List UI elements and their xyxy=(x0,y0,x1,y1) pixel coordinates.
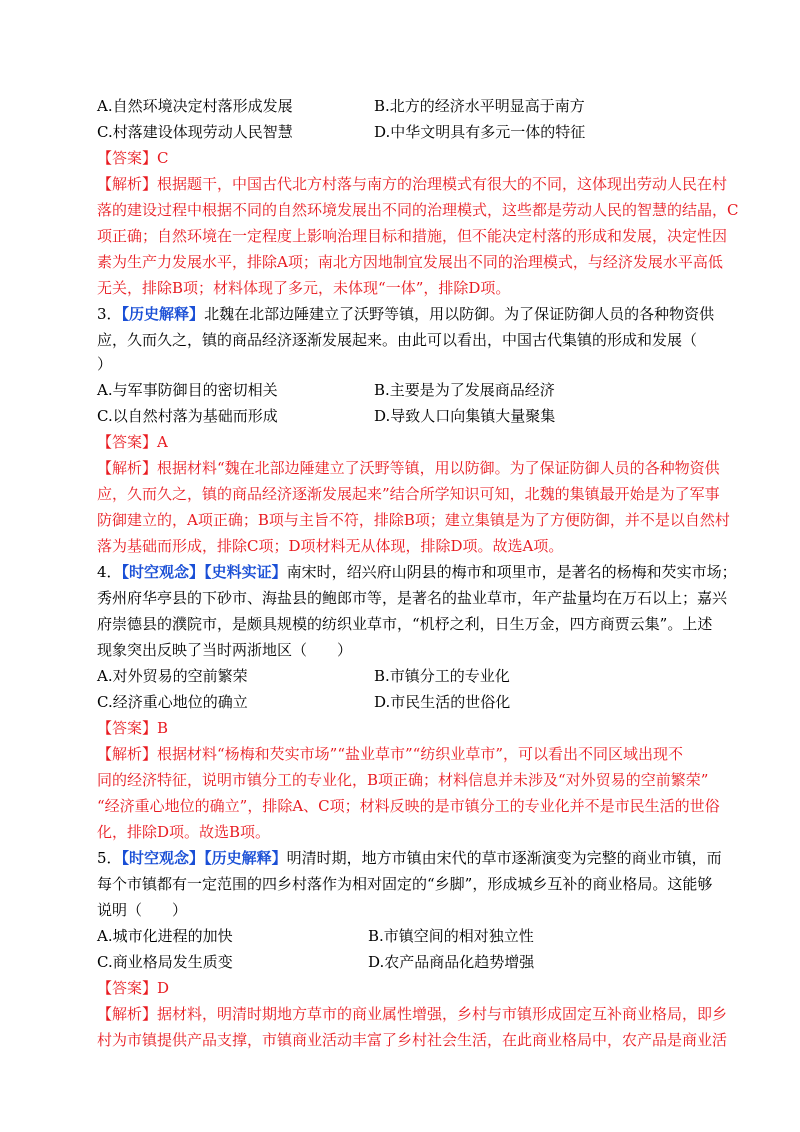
q2-option-c: C.村落建设体现劳动人民智慧 xyxy=(97,123,293,141)
q4-analysis-line: 同的经济特征，说明市镇分工的专业化，B项正确；材料信息并未涉及“对外贸易的空前繁荣” xyxy=(97,771,709,789)
q5-stem-text: 明清时期，地方市镇由宋代的草市逐渐演变为完整的商业市镇，而 xyxy=(286,849,722,867)
q5-stem-line: 说明（ ） xyxy=(97,901,188,919)
q4-option-d: D.市民生活的世俗化 xyxy=(374,693,511,711)
q4-option-b: B.市镇分工的专业化 xyxy=(374,667,510,685)
q4-analysis-line: 化，排除D项。故选B项。 xyxy=(97,823,271,841)
q3-stem-line xyxy=(97,304,714,324)
q4-option-c: C.经济重心地位的确立 xyxy=(97,693,248,711)
q3-option-b: B.主要是为了发展商品经济 xyxy=(374,381,555,399)
q3-stem-line: ） xyxy=(97,355,113,373)
q4-stem-line: 现象突出反映了当时两浙地区（ ） xyxy=(97,641,353,659)
q4-analysis-line: 【解析】根据材料“杨梅和芡实市场”“盐业草市”“纺织业草市”，可以看出不同区域出现不 xyxy=(97,745,684,763)
q2-analysis-line: 【解析】根据题干，中国古代北方村落与南方的治理模式有很大的不同，这体现出劳动人民在村 xyxy=(97,175,728,193)
q5-tag: 【历史解释】 xyxy=(204,849,287,867)
q3-analysis-line: 【解析】根据材料“魏在北部边陲建立了沃野等镇，用以防御。为了保证防御人员的各种物资供 xyxy=(97,459,720,477)
q2-analysis-line: 项正确；自然环境在一定程度上影响治理目标和措施，但不能决定村落的形成和发展，决定性因 xyxy=(97,227,728,245)
q2-option-b: B.北方的经济水平明显高于南方 xyxy=(374,97,585,115)
q5-analysis-line: 【解析】据材料，明清时期地方草市的商业属性增强，乡村与市镇形成固定互补商业格局，即乡 xyxy=(97,1005,728,1023)
q2-option-d: D.中华文明具有多元一体的特征 xyxy=(374,123,586,141)
q4-stem-line: 秀州府华亭县的下砂市、海盐县的鲍郎市等，是著名的盐业草市，年产盐量均在万石以上；嘉兴 xyxy=(97,589,728,607)
q2-analysis-line: 无关，排除B项；材料体现了多元，未体现“一体”，排除D项。 xyxy=(97,279,511,297)
q3-number: 3． xyxy=(97,305,122,323)
q4-stem-line xyxy=(97,562,737,582)
q3-stem-line: 应，久而久之，镇的商品经济逐渐发展起来。由此可以看出，中国古代集镇的形成和发展（ xyxy=(97,331,698,349)
q5-option-c: C.商业格局发生质变 xyxy=(97,953,233,971)
q3-stem-text: 北魏在北部边陲建立了沃野等镇，用以防御。为了保证防御人员的各种物资供 xyxy=(204,305,715,323)
q3-tag: 【历史解释】 xyxy=(121,305,205,323)
q4-option-a: A.对外贸易的空前繁荣 xyxy=(97,667,248,685)
q5-option-a: A.城市化进程的加快 xyxy=(97,927,233,945)
q2-answer: 【答案】C xyxy=(97,149,169,167)
q2-analysis-line: 素为生产力发展水平，排除A项；南北方因地制宜发展出不同的治理模式，与经济发展水平高低 xyxy=(97,253,723,271)
q5-option-b: B.市镇空间的相对独立性 xyxy=(368,927,534,945)
q2-option-a: A.自然环境决定村落形成发展 xyxy=(97,97,293,115)
q4-stem-text: 南宋时，绍兴府山阴县的梅市和项里市，是著名的杨梅和芡实市场； xyxy=(286,563,737,581)
q4-tag: 【史料实证】 xyxy=(204,563,287,581)
q4-stem-line: 府崇德县的濮院市，是颇具规模的纺织业草市，“机杼之利，日生万金，四方商贾云集”。上述 xyxy=(97,615,713,633)
q3-option-a: A.与军事防御目的密切相关 xyxy=(97,381,278,399)
q4-analysis-line: “经济重心地位的确立”，排除A、C项；材料反映的是市镇分工的专业化并不是市民生活的世俗 xyxy=(97,797,720,815)
q5-number: 5． xyxy=(97,849,122,867)
q4-number: 4． xyxy=(97,563,122,581)
q2-analysis-line: 落的建设过程中根据不同的自然环境发展出不同的治理模式，这些都是劳动人民的智慧的结晶，C xyxy=(97,201,739,219)
q5-tag: 【时空观念】 xyxy=(121,849,205,867)
q5-stem-line xyxy=(97,848,722,868)
q5-answer: 【答案】D xyxy=(97,979,170,997)
q3-analysis-line: 应，久而久之，镇的商品经济逐渐发展起来”结合所学知识可知，北魏的集镇最开始是为了军事 xyxy=(97,485,720,503)
q4-answer: 【答案】B xyxy=(97,719,169,737)
q4-tag: 【时空观念】 xyxy=(121,563,205,581)
q5-stem-line: 每个市镇都有一定范围的四乡村落作为相对固定的“乡脚”，形成城乡互补的商业格局。这能够 xyxy=(97,875,713,893)
q5-analysis-line: 村为市镇提供产品支撑，市镇商业活动丰富了乡村社会生活，在此商业格局中，农产品是商业活 xyxy=(97,1031,728,1049)
q3-option-d: D.导致人口向集镇大量聚集 xyxy=(374,407,556,425)
q3-answer: 【答案】A xyxy=(97,433,168,451)
q3-analysis-line: 防御建立的，A项正确；B项与主旨不符，排除B项；建立集镇是为了方便防御，并不是以自然村 xyxy=(97,511,730,529)
q5-option-d: D.农产品商品化趋势增强 xyxy=(368,953,535,971)
q3-analysis-line: 落为基础而形成，排除C项；D项材料无从体现，排除D项。故选A项。 xyxy=(97,537,564,555)
q3-option-c: C.以自然村落为基础而形成 xyxy=(97,407,278,425)
